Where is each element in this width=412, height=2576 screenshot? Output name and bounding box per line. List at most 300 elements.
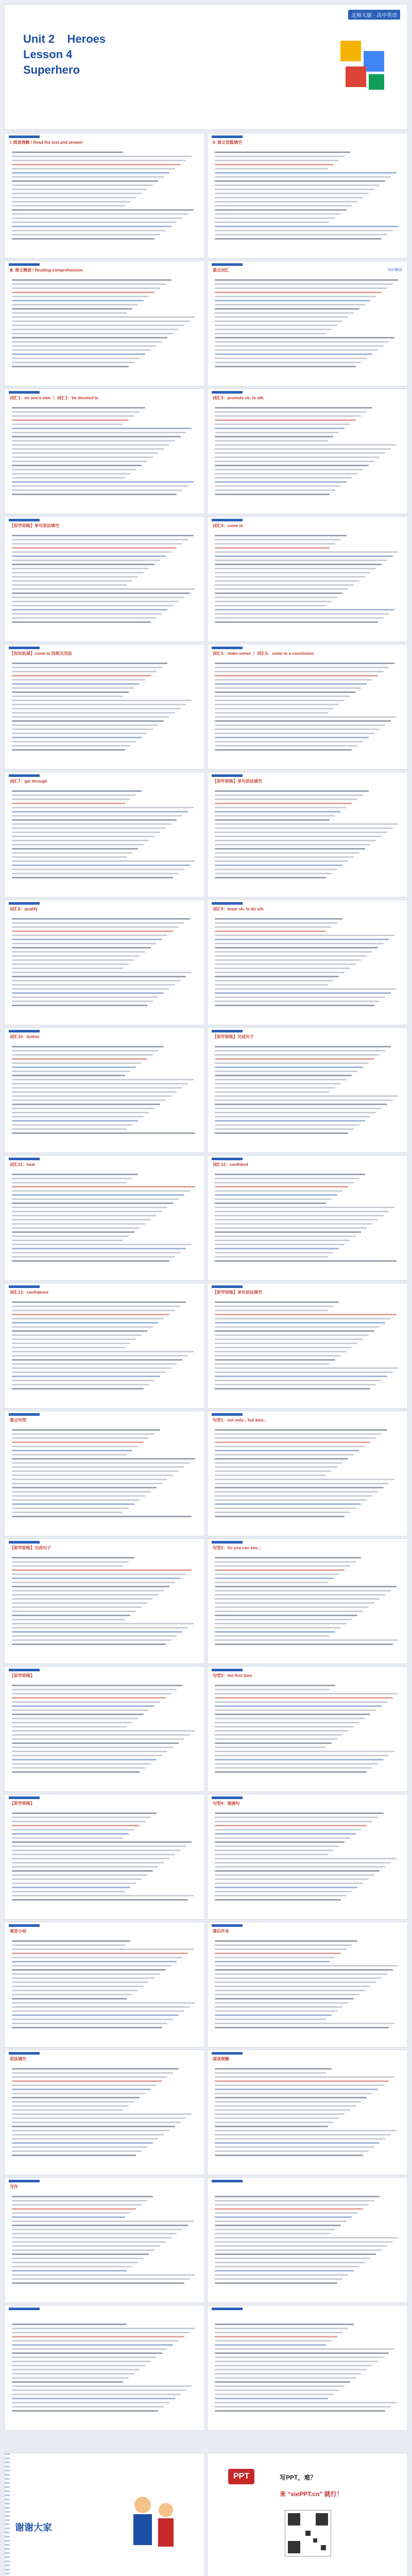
text-line (12, 469, 136, 470)
content-slide[interactable] (207, 1155, 408, 1281)
text-line (12, 930, 173, 932)
text-line (12, 1845, 186, 1847)
content-slide[interactable] (4, 1283, 205, 1409)
title-bar (9, 391, 40, 394)
text-line (12, 980, 181, 981)
text-line (215, 951, 372, 953)
content-slide[interactable] (207, 2177, 408, 2303)
slide-row (4, 2049, 408, 2175)
end-row (4, 2453, 408, 2576)
text-line (215, 1079, 347, 1080)
content-slide[interactable] (207, 1538, 408, 1664)
text-line (12, 1767, 145, 1769)
text-line (215, 794, 363, 796)
text-line (12, 2225, 188, 2226)
text-line (12, 918, 190, 920)
text-line (215, 584, 354, 586)
text-line (215, 2089, 378, 2090)
title-bar (212, 1413, 243, 1416)
text-line (215, 1611, 363, 1612)
text-line (215, 860, 348, 862)
text-line (215, 588, 348, 590)
text-line (215, 2270, 354, 2272)
thanks-slide[interactable] (4, 2453, 205, 2576)
text-line (12, 2332, 190, 2333)
text-line (12, 213, 188, 215)
content-slide[interactable] (4, 261, 205, 386)
text-line (215, 1458, 348, 1460)
text-line (12, 819, 177, 821)
content-slide[interactable] (4, 1027, 205, 1153)
text-line (215, 2122, 333, 2123)
text-line (12, 444, 169, 446)
text-line (12, 1322, 158, 1324)
text-line (215, 1186, 348, 1188)
text-line (215, 2344, 326, 2346)
text-line (12, 1977, 154, 1979)
text-lines (12, 277, 197, 381)
content-slide[interactable] (4, 2049, 205, 2175)
text-line (12, 1227, 140, 1229)
text-line (12, 1062, 142, 1064)
content-slide[interactable] (4, 900, 205, 1025)
content-slide[interactable] (207, 1666, 408, 1792)
text-line (12, 1594, 158, 1596)
text-line (12, 1812, 157, 1814)
text-line (12, 1437, 149, 1439)
text-line (215, 1322, 385, 1324)
text-line (215, 790, 369, 792)
text-line (215, 333, 326, 334)
text-line (215, 972, 345, 973)
text-line (12, 415, 134, 417)
text-line (12, 1850, 181, 1851)
content-slide[interactable] (4, 644, 205, 770)
text-line (215, 1479, 394, 1480)
content-slide[interactable] (4, 1922, 205, 2047)
text-line (215, 477, 352, 479)
text-line (12, 2196, 153, 2197)
content-slide[interactable] (4, 388, 205, 514)
text-line (215, 2117, 339, 2119)
text-line (215, 419, 356, 421)
text-line (215, 811, 341, 812)
text-line (215, 1878, 369, 1880)
text-line (215, 1433, 382, 1435)
text-line (215, 308, 359, 310)
text-line (215, 1899, 341, 1901)
title-bar (212, 519, 243, 521)
slide-row (4, 1922, 408, 2047)
text-line (215, 1487, 384, 1488)
slide-heading: 重点句型 (10, 1418, 26, 1422)
content-slide[interactable] (207, 1411, 408, 1536)
text-line (12, 1961, 177, 1962)
text-line (215, 1429, 387, 1431)
text-line (12, 1433, 154, 1435)
text-line (215, 1973, 387, 1975)
text-line (12, 1697, 166, 1699)
text-line (12, 2122, 181, 2123)
text-line (12, 720, 164, 722)
text-line (12, 848, 138, 850)
text-line (12, 1619, 125, 1620)
text-line (12, 2101, 134, 2103)
text-line (215, 1001, 380, 1002)
text-line (12, 1384, 149, 1385)
content-slide[interactable] (207, 1027, 408, 1153)
slide-heading: 课堂小结 (10, 1929, 26, 1934)
content-slide[interactable] (207, 1794, 408, 1920)
text-line (12, 605, 173, 606)
text-line (12, 1973, 160, 1975)
text-line (12, 2262, 138, 2263)
text-line (215, 341, 389, 343)
text-line (215, 551, 398, 553)
text-line (215, 1969, 393, 1971)
text-line (215, 1755, 389, 1756)
slide-heading: 句型1：not only... but also... (213, 1418, 267, 1422)
text-line (12, 234, 160, 235)
content-slide[interactable] (207, 516, 408, 642)
text-line (215, 1334, 369, 1336)
text-line (12, 939, 162, 940)
text-line (215, 1190, 342, 1192)
text-line (12, 358, 140, 359)
text-line (12, 539, 188, 540)
text-line (12, 1178, 132, 1179)
text-line (215, 156, 345, 157)
text-line (215, 728, 380, 730)
text-line (12, 1240, 123, 1241)
content-slide[interactable] (207, 1283, 408, 1409)
text-line (215, 1219, 378, 1221)
text-line (12, 687, 134, 689)
text-line (215, 580, 359, 582)
text-line (12, 1569, 192, 1571)
text-line (12, 1833, 129, 1835)
slide-heading: 【知识拓展】come to 的相关用法 (10, 651, 72, 656)
text-line (215, 1124, 359, 1126)
slide-heading: II. 课文语篇填空 (213, 140, 242, 145)
text-line (215, 980, 333, 981)
text-line (12, 461, 147, 462)
text-line (12, 1190, 190, 1192)
text-line (215, 1198, 332, 1200)
text-lines (215, 916, 400, 1020)
text-line (12, 230, 166, 231)
text-line (215, 1569, 345, 1571)
text-line (215, 683, 367, 685)
text-line (215, 1363, 330, 1365)
text-line (12, 2084, 157, 2086)
text-line (215, 1235, 356, 1237)
text-line (12, 1075, 125, 1076)
text-line (215, 1590, 391, 1591)
text-line (215, 1132, 348, 1134)
text-line (12, 1512, 123, 1513)
text-line (215, 2229, 335, 2230)
text-line (215, 1965, 398, 1967)
text-line (215, 819, 330, 821)
text-line (12, 572, 144, 573)
title-bar (212, 2052, 243, 2055)
content-slide[interactable] (207, 900, 408, 1025)
text-line (12, 2134, 164, 2136)
text-line (12, 1969, 166, 1971)
text-line (12, 943, 157, 944)
text-line (215, 1330, 374, 1332)
text-line (215, 1990, 365, 1991)
text-line (12, 613, 162, 615)
text-lines (215, 149, 400, 253)
text-line (12, 984, 175, 986)
text-lines (12, 1427, 197, 1531)
text-line (215, 2365, 372, 2366)
text-line (12, 580, 132, 582)
text-line (12, 1462, 190, 1464)
text-line (215, 230, 393, 231)
text-line (12, 832, 160, 833)
slide-heading: 写作 (10, 2184, 18, 2189)
content-slide[interactable] (4, 1411, 205, 1536)
content-slide[interactable] (4, 772, 205, 897)
text-line (215, 1112, 376, 1113)
slide-heading: 句型3：the first time (213, 1673, 252, 1678)
text-line (12, 716, 169, 718)
text-line (215, 535, 347, 536)
text-line (12, 2385, 192, 2387)
text-line (215, 1240, 350, 1241)
text-line (12, 1829, 134, 1831)
text-line (215, 1635, 330, 1637)
text-line (215, 704, 339, 705)
text-line (215, 337, 394, 338)
text-line (215, 2278, 342, 2280)
text-line (12, 1895, 194, 1896)
text-line (215, 1507, 356, 1509)
text-line (12, 156, 192, 157)
text-line (215, 1734, 342, 1736)
text-line (12, 1598, 153, 1600)
text-line (12, 481, 194, 483)
content-slide[interactable] (4, 133, 205, 259)
slide-row (4, 644, 408, 770)
text-line (12, 1582, 175, 1583)
text-line (12, 1083, 188, 1084)
text-line (215, 1981, 376, 1983)
text-line (12, 209, 194, 211)
text-line (215, 943, 384, 944)
text-line (12, 2105, 129, 2107)
title-bar (9, 1030, 40, 1032)
cover-row (4, 4, 408, 130)
content-slide[interactable] (207, 388, 408, 514)
text-line (215, 234, 387, 235)
text-line (12, 1887, 130, 1888)
text-line (12, 1491, 151, 1493)
slide-heading: 词汇12：confident (213, 1162, 248, 1167)
text-line (215, 712, 328, 714)
text-line (12, 1763, 151, 1765)
text-line (215, 737, 369, 738)
text-line (215, 568, 376, 569)
text-line (12, 597, 184, 598)
text-line (12, 1334, 142, 1336)
text-line (12, 1944, 125, 1946)
ad-slide[interactable] (207, 2453, 408, 2576)
slide-row (4, 772, 408, 897)
text-line (12, 576, 138, 578)
text-line (215, 939, 389, 940)
text-line (12, 1507, 129, 1509)
content-slide[interactable] (4, 1794, 205, 1920)
text-line (12, 201, 130, 202)
text-line (215, 2249, 382, 2251)
text-line (215, 160, 339, 161)
ad-line: 来 “xiePPT.cn” 就行！ (280, 2490, 343, 2498)
text-line (12, 2348, 167, 2350)
text-lines (215, 1810, 400, 1914)
text-line (12, 1054, 153, 1056)
text-line (12, 1388, 144, 1389)
text-line (215, 1256, 328, 1258)
content-slide[interactable] (207, 133, 408, 259)
text-lines (12, 404, 197, 509)
content-slide[interactable] (4, 2305, 205, 2431)
text-line (215, 2212, 357, 2214)
text-line (215, 1821, 372, 1822)
title-bar (9, 2052, 40, 2055)
text-line (12, 1981, 149, 1983)
slide-heading: 【即学即练】 (10, 1801, 35, 1806)
text-line (12, 184, 153, 186)
text-line (12, 353, 145, 355)
content-slide[interactable] (4, 1538, 205, 1664)
text-line (215, 2138, 385, 2140)
text-line (12, 1442, 144, 1443)
text-lines (12, 1810, 197, 1914)
text-line (12, 1112, 149, 1113)
text-line (12, 1450, 132, 1451)
text-line (215, 1994, 359, 1995)
content-slide[interactable] (207, 644, 408, 770)
slide-row (4, 900, 408, 1025)
text-line (215, 1314, 397, 1315)
text-line (215, 320, 342, 322)
text-line (12, 337, 167, 338)
text-line (215, 2389, 339, 2391)
text-line (215, 1095, 398, 1097)
text-line (215, 1883, 363, 1884)
text-line (215, 1833, 356, 1835)
text-line (215, 164, 333, 165)
slide-row (4, 261, 408, 386)
text-line (12, 1755, 162, 1756)
text-line (12, 2216, 125, 2218)
text-line (215, 1812, 384, 1814)
text-line (215, 976, 339, 977)
title-bar (9, 774, 40, 777)
title-bar (212, 135, 243, 138)
cover-slide[interactable] (4, 4, 408, 130)
text-line (215, 873, 332, 874)
content-slide[interactable] (207, 1922, 408, 2047)
slide-row (4, 516, 408, 642)
content-slide[interactable] (4, 516, 205, 642)
text-line (215, 1367, 398, 1369)
text-line (12, 1998, 127, 1999)
text-line (215, 2014, 332, 2016)
text-line (12, 197, 136, 198)
text-line (12, 592, 190, 594)
text-line (12, 2076, 167, 2078)
text-line (215, 1376, 387, 1377)
text-line (215, 1083, 341, 1084)
text-line (12, 1635, 177, 1637)
text-lines (12, 532, 197, 636)
text-line (215, 856, 354, 858)
content-slide[interactable] (207, 2305, 408, 2431)
text-line (12, 1957, 182, 1958)
text-line (215, 1343, 357, 1344)
content-slide[interactable] (207, 772, 408, 897)
content-slide[interactable] (4, 1155, 205, 1281)
text-line (215, 687, 361, 689)
text-line (12, 1709, 149, 1711)
text-line (215, 1483, 389, 1484)
text-line (215, 440, 328, 442)
content-slide[interactable] (207, 2049, 408, 2175)
text-line (215, 2398, 328, 2399)
text-line (12, 1376, 160, 1377)
text-line (215, 1639, 398, 1641)
text-line (215, 436, 333, 437)
text-line (12, 1001, 153, 1002)
content-slide[interactable] (4, 2177, 205, 2303)
text-line (215, 1643, 393, 1645)
text-line (215, 2328, 348, 2329)
text-line (12, 2126, 175, 2127)
text-line (12, 1207, 167, 1208)
text-line (215, 601, 332, 602)
text-line (12, 1701, 160, 1703)
text-line (215, 663, 394, 664)
text-line (215, 473, 357, 474)
slide-heading: 【即学即练】完成句子 (10, 1546, 51, 1550)
text-line (215, 2101, 361, 2103)
title-bar (9, 135, 40, 138)
content-slide[interactable] (4, 1666, 205, 1792)
content-slide[interactable] (207, 261, 408, 386)
text-line (12, 2080, 162, 2082)
text-line (12, 2023, 167, 2024)
title-bar (212, 647, 243, 649)
text-line (12, 2212, 130, 2214)
text-line (215, 2377, 356, 2379)
cubes-illustration (335, 36, 392, 97)
text-line (12, 836, 154, 837)
text-line (12, 1367, 171, 1369)
text-line (215, 1475, 326, 1476)
title-bar (9, 2180, 40, 2182)
text-line (215, 1602, 374, 1604)
text-line (12, 2361, 151, 2362)
text-line (12, 2344, 173, 2346)
text-line (12, 675, 151, 676)
text-line (215, 407, 372, 409)
text-line (215, 2084, 384, 2086)
